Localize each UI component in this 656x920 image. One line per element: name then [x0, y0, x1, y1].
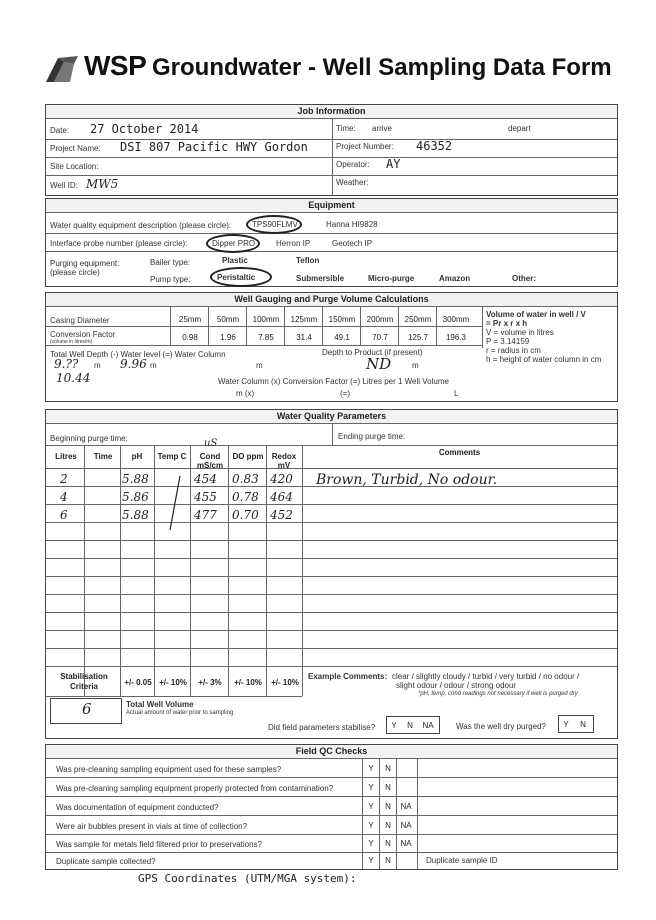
example-comments-label: Example Comments:	[308, 672, 388, 681]
diameter-cell: 100mm	[252, 315, 280, 324]
well-gauging-section	[45, 292, 618, 402]
qc-question: Was documentation of equipment conducted?	[56, 803, 219, 812]
unit-m: m	[94, 361, 101, 370]
wsp-logo-icon	[44, 54, 80, 84]
probe-option-herron[interactable]: Herron IP	[276, 239, 311, 248]
field-qc-section	[45, 744, 618, 870]
yes-option[interactable]: Y	[368, 764, 374, 773]
depth-product-label: Depth to Product (if present)	[322, 348, 423, 357]
stab-value: +/- 10%	[234, 678, 262, 687]
conv-sub-label: (volume in litres/m)	[50, 339, 93, 345]
factor-cell: 49.1	[334, 333, 350, 342]
no-option[interactable]: N	[580, 720, 586, 729]
stabilisation-label: Stabilisation Criteria	[60, 672, 108, 691]
pump-option-micropurge[interactable]: Micro-purge	[368, 274, 415, 283]
yes-option[interactable]: Y	[368, 839, 374, 848]
factor-cell: 196.3	[445, 333, 467, 342]
na-option[interactable]: NA	[400, 821, 412, 830]
form-header	[40, 48, 640, 90]
yes-option[interactable]: Y	[368, 821, 374, 830]
pump-option-other[interactable]: Other:	[512, 274, 536, 283]
water-column-field[interactable]: 10.44	[56, 371, 91, 385]
bailer-option-plastic[interactable]: Plastic	[222, 256, 248, 265]
conv-label: Conversion Factor	[50, 330, 116, 339]
redox-cell[interactable]: 452	[270, 508, 293, 522]
yes-option[interactable]: Y	[368, 856, 374, 865]
pump-option-amazon[interactable]: Amazon	[439, 274, 471, 283]
na-option[interactable]: NA	[400, 839, 412, 848]
diameter-cell: 50mm	[216, 315, 240, 324]
water-quality-section	[45, 409, 618, 739]
temp-dash-stroke	[164, 474, 184, 534]
comment-cell[interactable]: Brown, Turbid, No odour.	[316, 472, 498, 488]
probe-option-geotech[interactable]: Geotech IP	[332, 239, 373, 248]
qc-question: Were air bubbles present in vials at time of collection?	[56, 822, 248, 831]
no-option[interactable]: N	[385, 802, 391, 811]
operator-label: Operator:	[336, 160, 370, 169]
water-level-field[interactable]: 9.96	[120, 357, 147, 371]
diameter-cell: 150mm	[328, 315, 356, 324]
brand-name: WSP	[84, 50, 147, 81]
factor-cell: 70.7	[372, 333, 388, 342]
begin-purge-label: Beginning purge time:	[50, 434, 128, 443]
formula-line: V = volume in litres	[486, 328, 554, 337]
cond-cell[interactable]: 454	[194, 472, 217, 486]
example-comments-text: clear / slightly cloudy / turbid / very turbid / no odour /	[392, 672, 580, 681]
total-depth-field[interactable]: 9.??	[54, 357, 79, 371]
duplicate-id-label: Duplicate sample ID	[426, 856, 498, 865]
section-title: Equipment	[46, 199, 617, 213]
do-cell[interactable]: 0.78	[232, 490, 259, 504]
section-title: Field QC Checks	[46, 745, 617, 759]
example-comments-text: slight odour / odour / strong odour	[396, 681, 517, 690]
yes-option[interactable]: Y	[563, 720, 569, 729]
purging-sub-label: (please circle)	[50, 268, 100, 277]
col-header-time: Time	[93, 452, 113, 461]
project-number-label: Project Number:	[336, 142, 394, 151]
total-volume-sub: Actual amount of water prior to sampling	[126, 710, 234, 716]
casing-label: Casing Diameter	[50, 316, 110, 325]
diameter-cell: 300mm	[442, 315, 470, 324]
ph-cell[interactable]: 5.86	[122, 490, 149, 504]
cond-unit-note: uS	[204, 438, 218, 449]
site-location-label: Site Location:	[50, 162, 99, 171]
volume-equation: Water Column (x) Conversion Factor (=) Litres per 1 Well Volume	[218, 377, 449, 386]
selection-circle	[206, 234, 260, 253]
job-information-section	[45, 104, 618, 196]
bailer-label: Bailer type:	[150, 258, 191, 267]
weather-label: Weather:	[336, 178, 369, 187]
vol-unit: L	[454, 389, 459, 398]
litres-cell[interactable]: 6	[60, 508, 68, 522]
formula-line: h = height of water column in cm	[486, 355, 602, 364]
diameter-cell: 25mm	[178, 315, 202, 324]
formula-line: = Pr x r x h	[486, 319, 528, 328]
cond-cell[interactable]: 455	[194, 490, 217, 504]
pump-option-peristaltic[interactable]: Peristaltic	[217, 273, 256, 282]
project-name-label: Project Name:	[50, 144, 101, 153]
well-id-field[interactable]: MW5	[86, 177, 119, 191]
depart-label[interactable]: depart	[508, 124, 531, 133]
total-volume-label: Total Well Volume	[126, 700, 194, 709]
redox-cell[interactable]: 420	[270, 472, 293, 486]
formula-line: Volume of water in well / V	[486, 310, 586, 319]
arrive-label[interactable]: arrive	[372, 124, 393, 133]
stab-value: +/- 10%	[271, 678, 299, 687]
section-title: Water Quality Parameters	[46, 410, 617, 424]
na-option[interactable]: NA	[422, 721, 434, 730]
no-option[interactable]: N	[385, 839, 391, 848]
diameter-cell: 250mm	[404, 315, 432, 324]
qc-question: Duplicate sample collected?	[56, 857, 156, 866]
yes-option[interactable]: Y	[368, 802, 374, 811]
col-header-cond: Cond mS/cm	[196, 452, 224, 470]
form-title: Groundwater - Well Sampling Data Form	[152, 54, 612, 81]
wq-option-hanna[interactable]: Hanna HI9828	[326, 220, 378, 229]
selection-circle	[246, 215, 302, 234]
do-cell[interactable]: 0.70	[232, 508, 259, 522]
unit-m: m	[256, 361, 263, 370]
probe-label: Interface probe number (please circle):	[50, 239, 188, 248]
factor-cell: 7.85	[258, 333, 274, 342]
time-label: Time:	[336, 124, 356, 133]
well-id-label: Well ID:	[50, 181, 78, 190]
formula-line: r = radius in cm	[486, 346, 541, 355]
wq-equipment-label: Water quality equipment description (please circle):	[50, 221, 232, 230]
wq-option-tps[interactable]: TPS90FLMV	[252, 220, 298, 229]
redox-cell[interactable]: 464	[270, 490, 293, 504]
purging-label: Purging equipment:	[50, 259, 120, 268]
stabilise-question: Did field parameters stabilise?	[268, 723, 376, 732]
unit-m: m	[150, 361, 157, 370]
factor-cell: 0.98	[182, 333, 198, 342]
operator-field[interactable]: AY	[386, 157, 401, 171]
purged-dry-note: *pH, temp, cond readings not necessary if well is purged dry	[418, 691, 578, 697]
diameter-cell: 125mm	[290, 315, 318, 324]
dry-purged-question: Was the well dry purged?	[456, 722, 546, 731]
col-header-do: DO ppm	[232, 452, 264, 461]
col-header-temp: Temp C	[157, 452, 187, 461]
formula-line: P = 3.14159	[486, 337, 530, 346]
pump-label: Pump type:	[150, 275, 191, 284]
vol-unit: (=)	[340, 389, 350, 398]
litres-cell[interactable]: 4	[60, 490, 68, 504]
date-label: Date:	[50, 126, 70, 135]
no-option[interactable]: N	[407, 721, 413, 730]
unit-m: m	[412, 361, 419, 370]
cond-cell[interactable]: 477	[194, 508, 217, 522]
qc-question: Was sample for metals field filtered prior to preservations?	[56, 840, 263, 849]
stab-value: +/- 0.05	[124, 678, 152, 687]
col-header-ph: pH	[131, 452, 143, 461]
col-header-litres: Litres	[55, 452, 77, 461]
project-name-field[interactable]: DSI 807 Pacific HWY Gordon	[120, 140, 308, 154]
depth-equation: Total Well Depth (-) Water level (=) Water Column	[50, 350, 226, 359]
section-title: Well Gauging and Purge Volume Calculations	[46, 293, 617, 307]
no-option[interactable]: N	[385, 764, 391, 773]
stab-value: +/- 3%	[198, 678, 222, 687]
factor-cell: 125.7	[407, 333, 429, 342]
equipment-section	[45, 198, 618, 287]
depth-product-field[interactable]: ND	[366, 355, 392, 373]
yes-option[interactable]: Y	[368, 783, 374, 792]
ph-cell[interactable]: 5.88	[122, 472, 149, 486]
yes-option[interactable]: Y	[391, 721, 397, 730]
no-option[interactable]: N	[385, 783, 391, 792]
end-purge-label: Ending purge time:	[338, 432, 406, 441]
qc-question: Was pre-cleaning sampling equipment properly protected from contamination?	[56, 784, 334, 793]
diameter-cell: 200mm	[366, 315, 394, 324]
project-number-field[interactable]: 46352	[416, 139, 453, 153]
bailer-option-teflon[interactable]: Teflon	[296, 256, 320, 265]
no-option[interactable]: N	[385, 856, 391, 865]
litres-cell[interactable]: 2	[60, 472, 68, 486]
col-header-comments: Comments	[438, 448, 481, 457]
ph-cell[interactable]: 5.88	[122, 508, 149, 522]
factor-cell: 1.96	[220, 333, 236, 342]
date-field[interactable]: 27 October 2014	[90, 122, 199, 136]
stab-value: +/- 10%	[159, 678, 187, 687]
qc-question: Was pre-cleaning sampling equipment used for these samples?	[56, 765, 282, 774]
do-cell[interactable]: 0.83	[232, 472, 259, 486]
no-option[interactable]: N	[385, 821, 391, 830]
na-option[interactable]: NA	[400, 802, 412, 811]
selection-circle	[210, 267, 272, 287]
vol-unit: m (x)	[236, 389, 255, 398]
total-volume-field[interactable]: 6	[82, 700, 92, 718]
gps-coordinates-label: GPS Coordinates (UTM/MGA system):	[138, 872, 357, 885]
pump-option-submersible[interactable]: Submersible	[296, 274, 345, 283]
factor-cell: 31.4	[296, 333, 312, 342]
col-header-redox: Redox mV	[271, 452, 297, 470]
probe-option-dipper[interactable]: Dipper PRO	[212, 239, 256, 248]
section-title: Job Information	[46, 105, 617, 119]
